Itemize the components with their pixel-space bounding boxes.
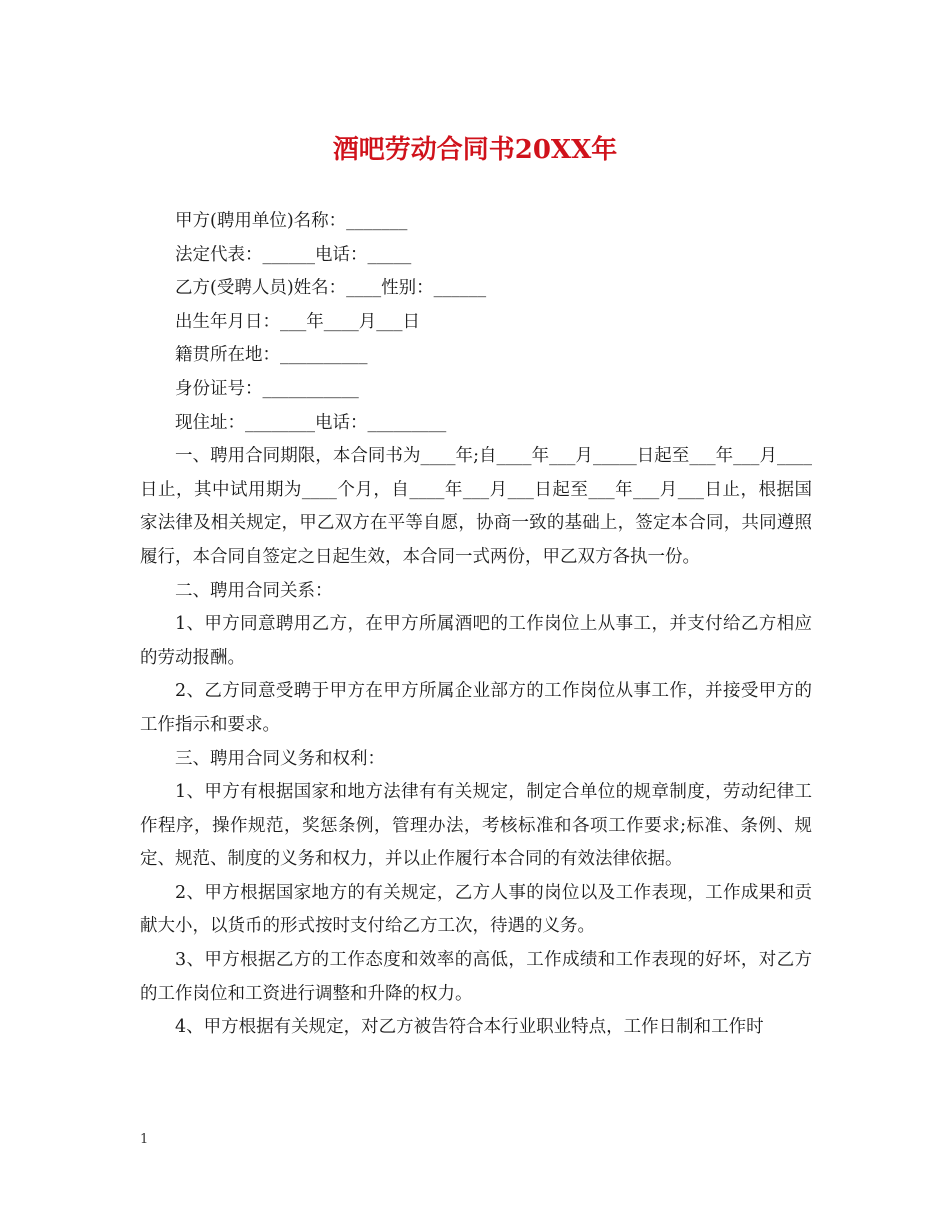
- paragraph: 3、甲方根据乙方的工作态度和效率的高低，工作成绩和工作表现的好坏，对乙方的工作岗位和工资进行调整和升降的权力。: [140, 950, 812, 1004]
- paragraph: 一、聘用合同期限，本合同书为____年;自____年___月_____日起至___年___月____日止，其中试用期为____个月，自____年___月___日起至___年___月___日止，根据国家法律及相关规定，甲乙双方在平等自愿，协商一致的基础上，签定本合同，共同遵照履行，本合同自签定之日起生效，本合同一式两份，甲乙双方各执一份。: [140, 446, 812, 567]
- paragraph: 籍贯所在地：__________: [175, 345, 368, 366]
- paragraph: 现住址：________电话：_________: [175, 412, 447, 433]
- paragraph: 4、甲方根据有关规定，对乙方被告符合本行业职业特点，工作日制和工作时: [175, 1017, 764, 1038]
- paragraph: 身份证号：___________: [175, 378, 359, 399]
- paragraph: 2、乙方同意受聘于甲方在甲方所属企业部方的工作岗位从事工作，并接受甲方的工作指示和要求。: [140, 681, 812, 735]
- paragraph: 乙方(受聘人员)姓名：____性别：______: [175, 278, 487, 299]
- paragraph: 1、甲方有根据国家和地方法律有有关规定，制定合单位的规章制度，劳动纪律工作程序，操作规范，奖惩条例，管理办法，考核标准和各项工作要求;标准、条例、规定、规范、制度的义务和权力，并以止作履行本合同的有效法律依据。: [140, 782, 812, 870]
- document-body: [140, 205, 812, 1045]
- page-number: 1: [140, 1132, 149, 1147]
- paragraph: 二、聘用合同关系：: [175, 580, 333, 601]
- paragraph: 法定代表：______电话：_____: [175, 244, 412, 265]
- paragraph: 1、甲方同意聘用乙方，在甲方所属酒吧的工作岗位上从事工，并支付给乙方相应的劳动报酬。: [140, 614, 812, 668]
- document-title: 酒吧劳动合同书20XX年: [332, 135, 618, 165]
- paragraph: 甲方(聘用单位)名称：_______: [175, 211, 408, 231]
- paragraph: 2、甲方根据国家地方的有关规定，乙方人事的岗位以及工作表现，工作成果和贡献大小，以货币的形式按时支付给乙方工次，待遇的义务。: [140, 882, 812, 937]
- paragraph: 三、聘用合同义务和权利：: [175, 748, 385, 769]
- paragraph: 出生年月日：___年____月___日: [175, 311, 420, 332]
